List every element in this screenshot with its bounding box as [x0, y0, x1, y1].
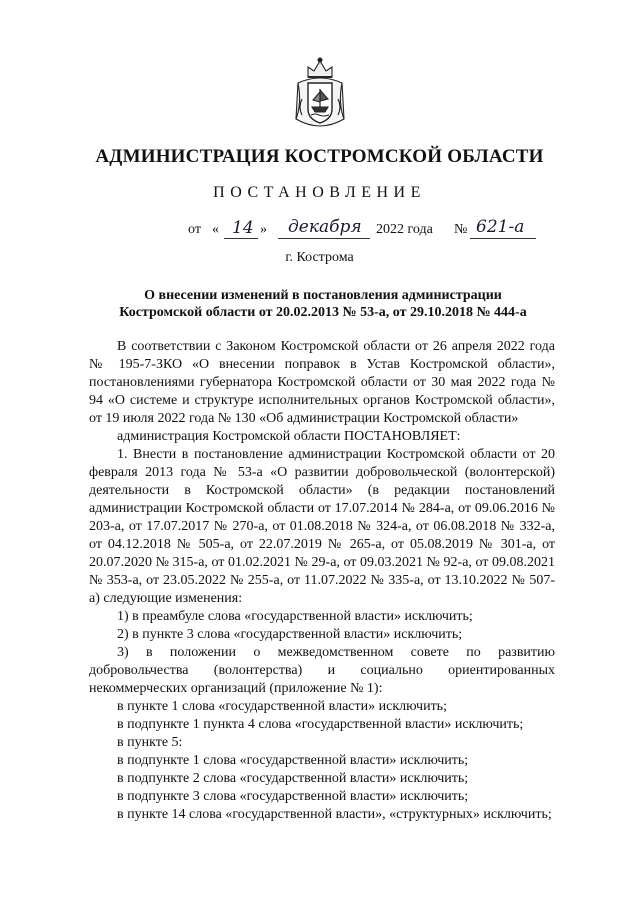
date-open-quote: « — [212, 222, 219, 237]
amendment-line: в подпункте 1 слова «государственной власти» исключить; — [117, 753, 469, 768]
amendment-line: в пункте 1 слова «государственной власти» исключить; — [117, 699, 447, 714]
item-1-paragraph: 1. Внести в постановление администрации Костромской области от 20 февраля 2013 года № 53-а «О развитии добровольческой (волонтерской) деятельности в Костромской области» (в редакции постановлений администрации Костромской области от 17.07.2014 № 284-а, от 09.06.2016 № 203-а, от 17.07.2017 № 270-а, от 01.08.2018 № 324-а, от 06.08.2018 № 332-а, от 04.12.2018 № 505-а, от 22.07.2019 № 265-а, от 05.08.2019 № 301-а, от 20.07.2020 № 315-а, от 01.02.2021 № 29-а, от 09.03.2021 № 92-а, от 09.08.2021 № 353-а, от 23.05.2022 № 255-а, от 11.07.2022 № 335-а, от 13.10.2022 № 507-а) следующие изменения: — [89, 447, 555, 606]
amendment-line: в подпункте 1 пункта 4 слова «государственной власти» исключить; — [117, 717, 524, 732]
preamble-paragraph: В соответствии с Законом Костромской области от 26 апреля 2022 года № 195-7-ЗКО «О внесении поправок в Устав Костромской области», постановлениями губернатора Костромской области от 30 мая 2022 года № 94 «О системе и структуре исполнительных органов Костромской области», от 19 июля 2022 года № 130 «Об администрации Костромской области» — [89, 339, 555, 426]
date-day-handwritten: 14 — [232, 218, 254, 238]
subitem-2: 2) в пункте 3 слова «государственной власти» исключить; — [117, 627, 463, 642]
date-from-label: от — [188, 222, 201, 237]
document-type: ПОСТАНОВЛЕНИЕ — [213, 184, 426, 201]
amendment-line: в пункте 5: — [117, 735, 183, 750]
number-underline — [470, 238, 536, 239]
amendment-line: в подпункте 3 слова «государственной власти» исключить; — [117, 789, 469, 804]
subitem-1: 1) в преамбуле слова «государственной власти» исключить; — [117, 609, 473, 624]
date-month-handwritten: декабря — [288, 217, 362, 237]
date-close-quote: » — [260, 222, 267, 237]
day-underline — [224, 238, 258, 239]
city-line: г. Кострома — [285, 250, 354, 265]
decree-paragraph: администрация Костромской области ПОСТАНОВЛЯЕТ: — [117, 429, 461, 444]
number-sign: № — [454, 222, 468, 237]
document-body — [89, 338, 555, 824]
amendment-line: в пункте 14 слова «государственной власти», «структурных» исключить; — [117, 807, 552, 822]
subject-line-2: Костромской области от 20.02.2013 № 53-а, от 29.10.2018 № 444-а — [119, 305, 527, 320]
document-number-handwritten: 621-а — [476, 217, 525, 237]
amendment-line: в подпункте 2 слова «государственной власти» исключить; — [117, 771, 469, 786]
date-number-line — [188, 216, 548, 246]
organization-title: АДМИНИСТРАЦИЯ КОСТРОМСКОЙ ОБЛАСТИ — [95, 146, 544, 167]
coat-of-arms-icon — [292, 55, 348, 135]
document-subject — [108, 287, 538, 321]
subitem-3: 3) в положении о межведомственном совете по развитию добровольчества (волонтерства) и социально ориентированных некоммерческих организаций (приложение № 1): — [89, 645, 555, 696]
subject-line-1: О внесении изменений в постановления администрации — [144, 288, 502, 303]
date-year: 2022 года — [376, 222, 433, 237]
month-underline — [278, 238, 370, 239]
